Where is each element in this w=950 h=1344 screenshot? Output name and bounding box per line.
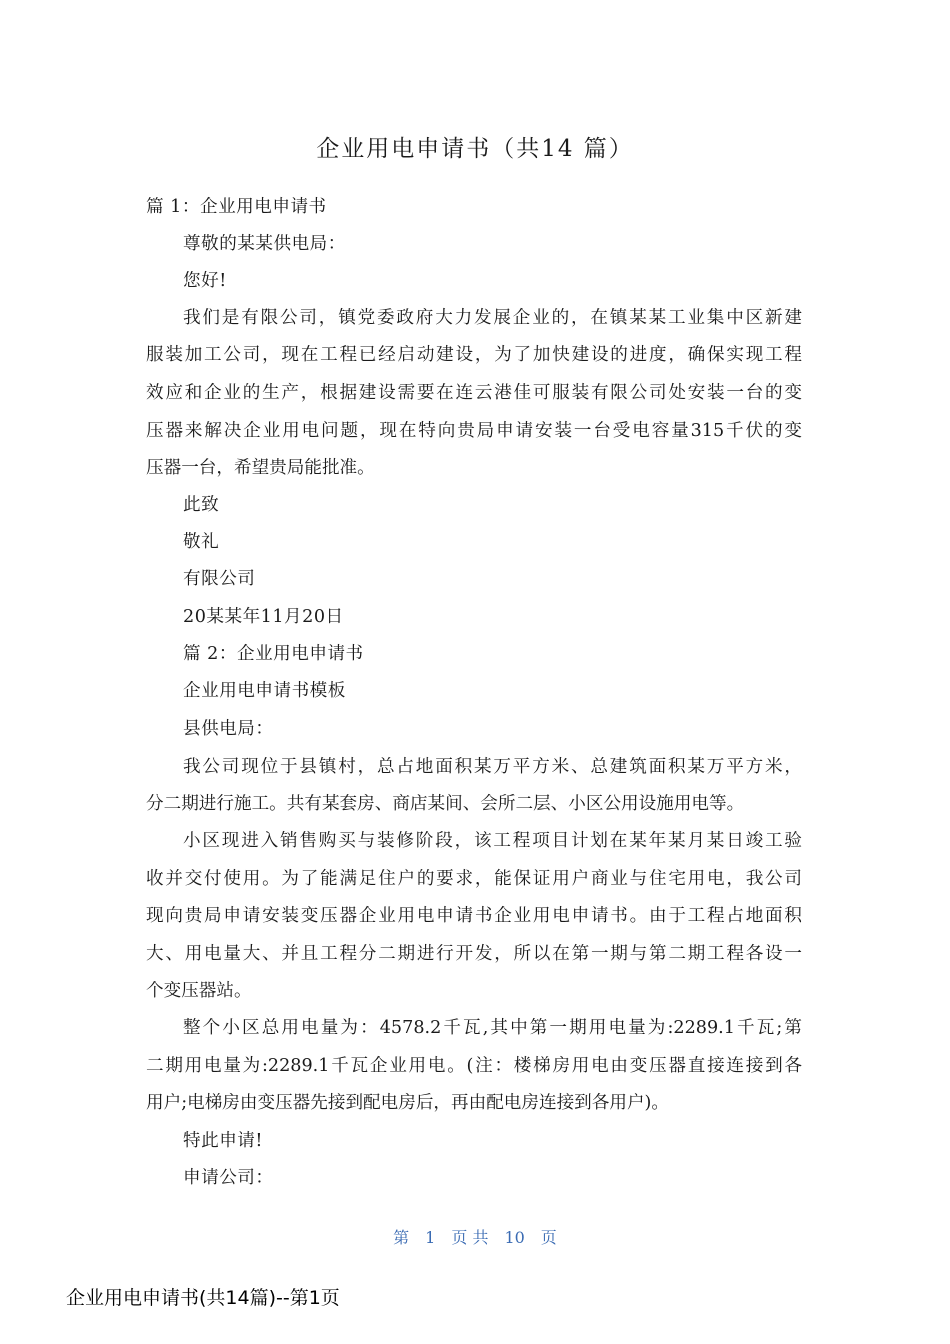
section-heading-2: 篇 2：企业用电申请书 xyxy=(183,644,364,664)
paragraph-line: 压器来解决企业用电问题，现在特向贵局申请安装一台受电容量315千伏的变 xyxy=(146,421,802,441)
page-counter: 第 1 页 共 10 页 xyxy=(393,1228,557,1247)
signature-company: 有限公司 xyxy=(183,569,256,589)
paragraph-line: 我公司现位于县镇村，总占地面积某万平方米、总建筑面积某万平方米， xyxy=(183,757,802,777)
paragraph-line: 现向贵局申请安装变压器企业用电申请书企业用电申请书。由于工程占地面积 xyxy=(146,906,802,926)
greeting: 您好! xyxy=(183,271,227,291)
paragraph-line: 小区现进入销售购买与装修阶段，该工程项目计划在某年某月某日竣工验 xyxy=(183,831,802,851)
paragraph-line: 分二期进行施工。共有某套房、商店某间、会所二层、小区公用设施用电等。 xyxy=(146,794,745,814)
document-caption: 企业用电申请书(共14篇)--第1页 xyxy=(66,1287,340,1309)
template-title: 企业用电申请书模板 xyxy=(183,681,346,701)
applicant-company: 申请公司： xyxy=(183,1168,274,1188)
paragraph-line: 个变压器站。 xyxy=(146,981,252,1001)
closing-request: 特此申请! xyxy=(183,1131,263,1151)
paragraph-line: 收并交付使用。为了能满足住户的要求，能保证用户商业与住宅用电，我公司 xyxy=(146,869,802,889)
paragraph-line: 压器一台，希望贵局能批准。 xyxy=(146,458,375,478)
paragraph-line: 二期用电量为:2289.1千瓦企业用电。(注：楼梯房用电由变压器直接连接到各 xyxy=(146,1056,802,1076)
salutation: 尊敬的某某供电局： xyxy=(183,234,346,254)
paragraph-line: 整个小区总用电量为：4578.2千瓦,其中第一期用电量为:2289.1千瓦;第 xyxy=(183,1018,802,1038)
closing-phrase: 此致 xyxy=(183,495,220,515)
closing-salute: 敬礼 xyxy=(183,532,220,552)
page-title: 企业用电申请书（共14 篇） xyxy=(316,136,634,162)
signature-date: 20某某年11月20日 xyxy=(183,607,344,627)
paragraph-line: 效应和企业的生产，根据建设需要在连云港佳可服装有限公司处安装一台的变 xyxy=(146,383,802,403)
section-heading-1: 篇 1：企业用电申请书 xyxy=(146,197,327,217)
recipient: 县供电局： xyxy=(183,719,274,739)
paragraph-line: 大、用电量大、并且工程分二期进行开发，所以在第一期与第二期工程各设一 xyxy=(146,944,802,964)
paragraph-line: 服装加工公司，现在工程已经启动建设，为了加快建设的进度，确保实现工程 xyxy=(146,345,802,365)
paragraph-line: 我们是有限公司，镇党委政府大力发展企业的，在镇某某工业集中区新建 xyxy=(183,308,802,328)
paragraph-line: 用户;电梯房由变压器先接到配电房后，再由配电房连接到各用户)。 xyxy=(146,1093,670,1113)
